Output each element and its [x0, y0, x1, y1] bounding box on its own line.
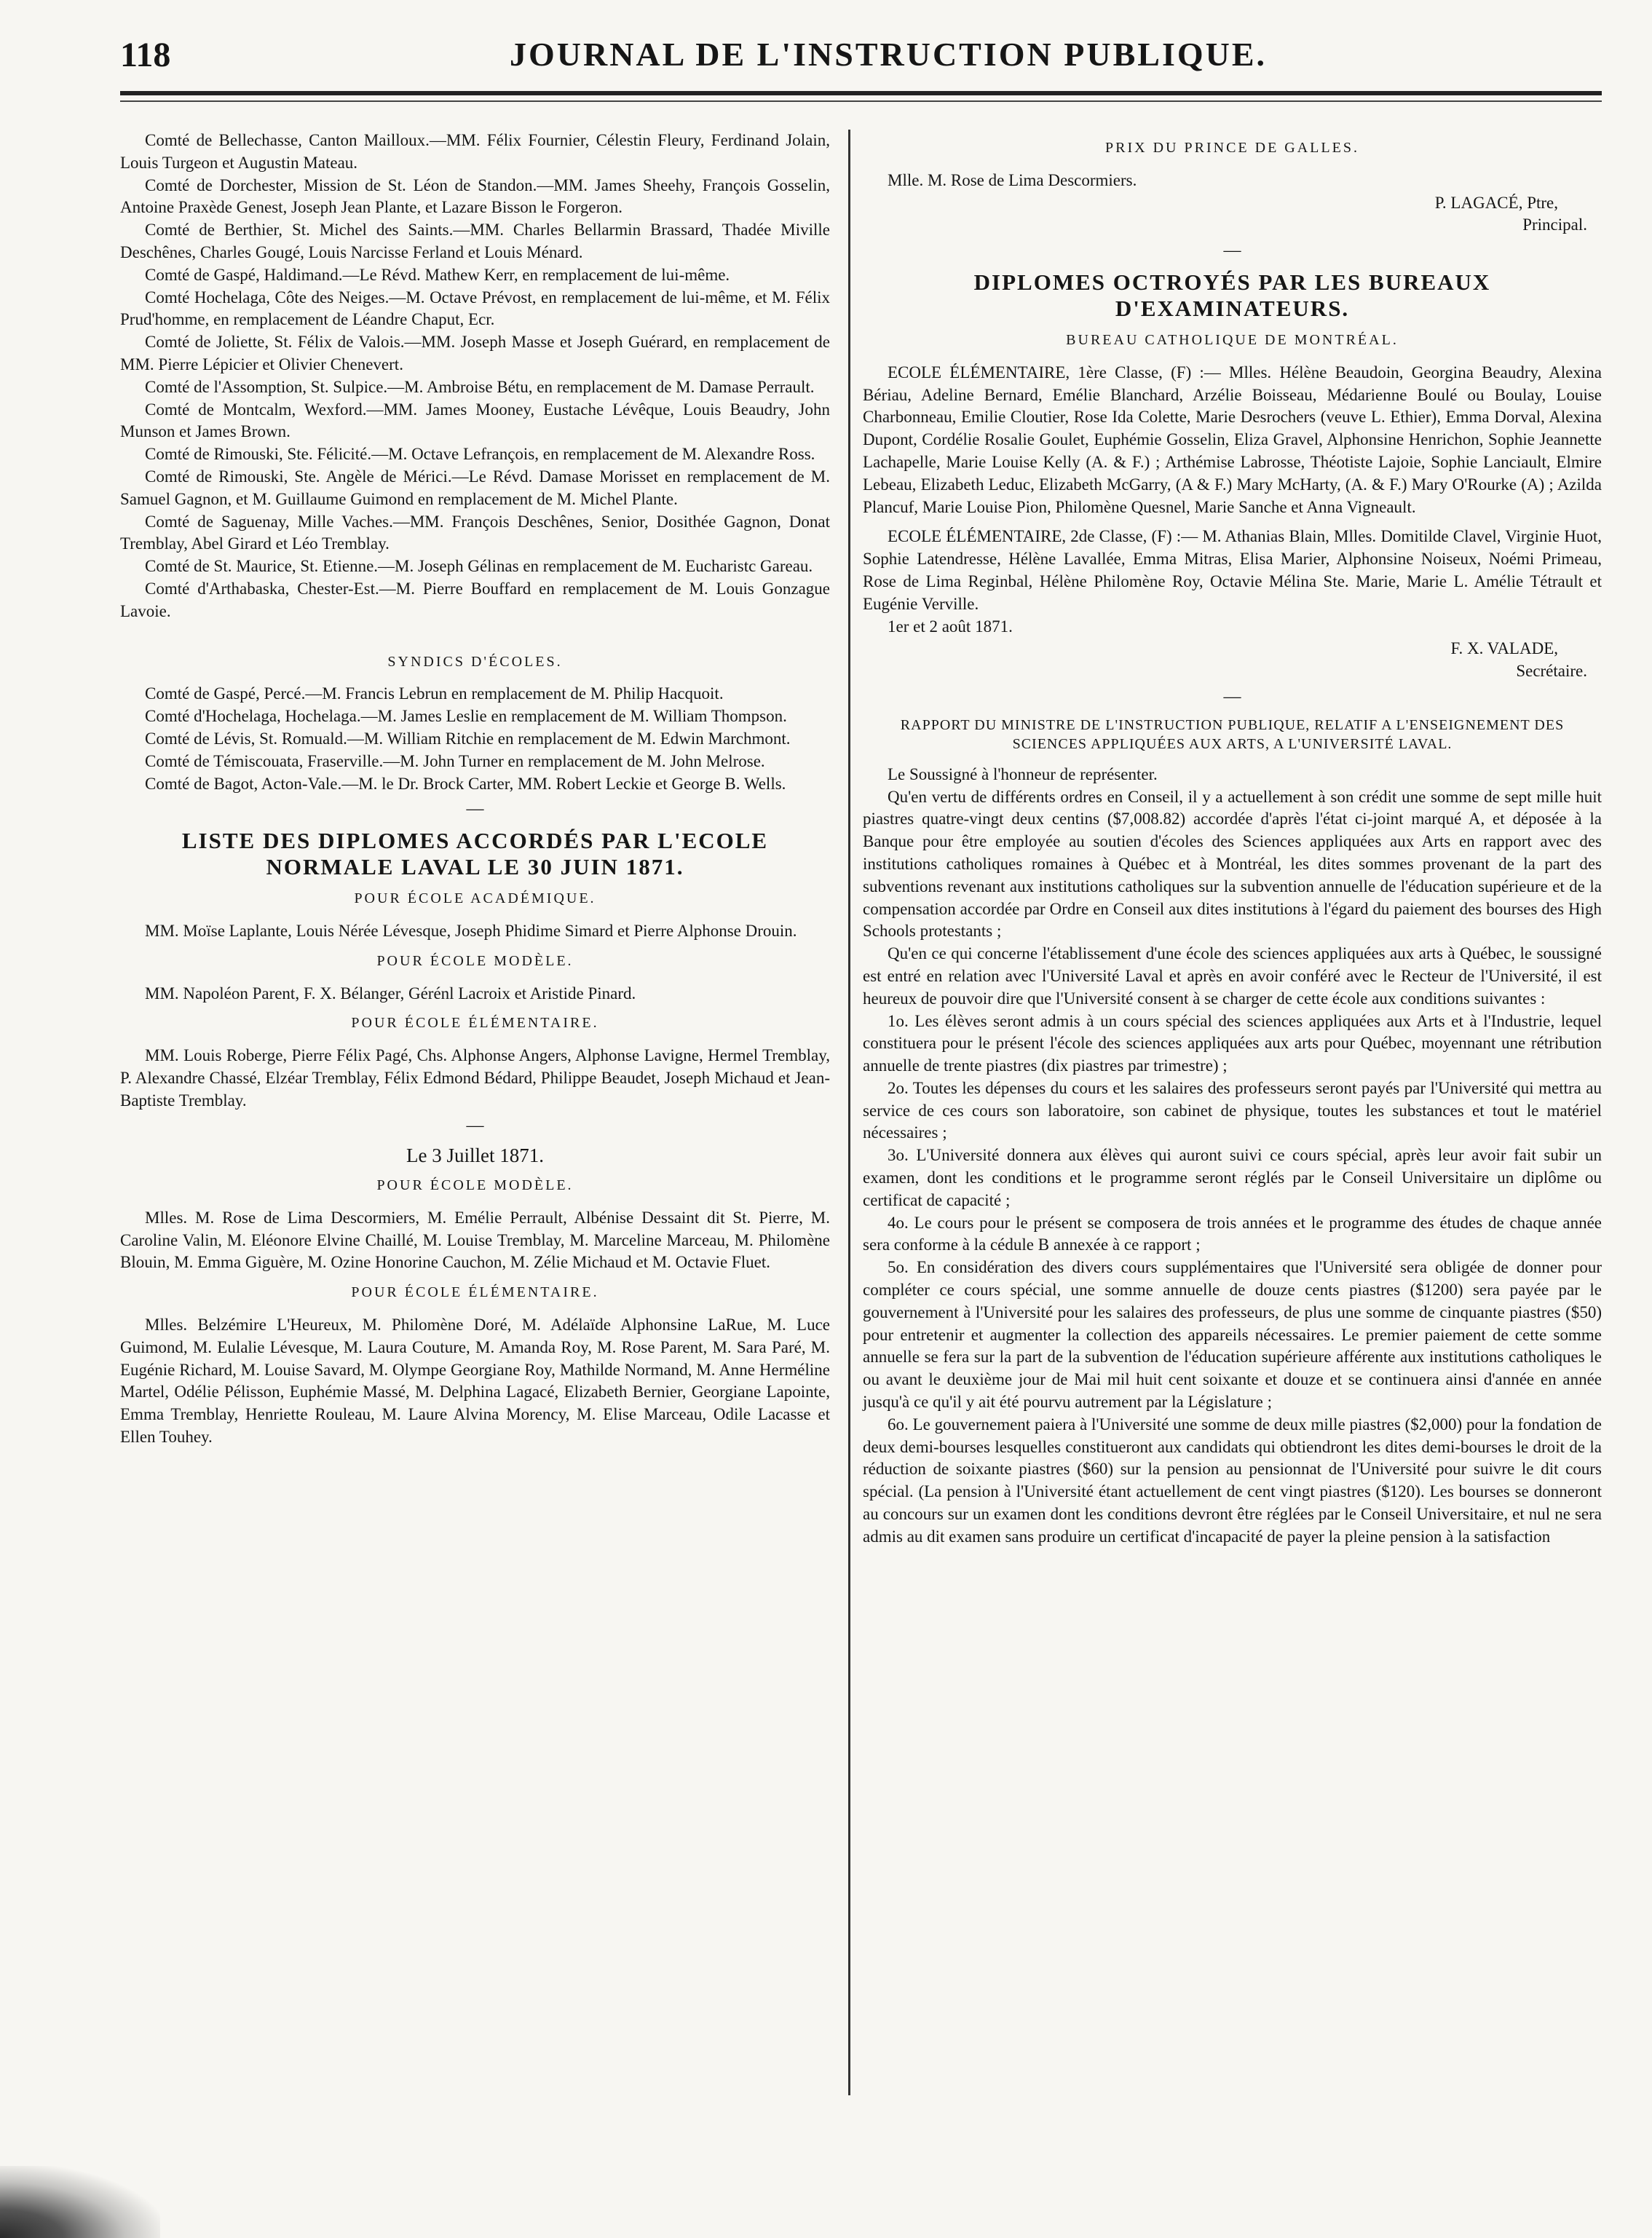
- modele-heading: POUR ÉCOLE MODÈLE.: [376, 952, 574, 969]
- commissaire-entry: Comté de Berthier, St. Michel des Saints.—MM. Charles Bellarmin Brassard, Thadée Miville Deschênes, Charles Gougé, Louis Narcisse Ferland et Louis Ménard.: [120, 221, 830, 261]
- right-column: [863, 130, 1602, 1549]
- syndic-entry: Comté d'Hochelaga, Hochelaga.—M. James Leslie en remplacement de M. William Thompson.: [145, 707, 787, 726]
- academique-heading: POUR ÉCOLE ACADÉMIQUE.: [354, 890, 596, 907]
- elementaire-list: MM. Louis Roberge, Pierre Félix Pagé, Chs. Alphonse Angers, Alphonse Lavigne, Hermel Tremblay, P. Alexandre Chassé, Elzéar Tremblay, Félix Edmond Bédard, Philippe Beaudet, Joseph Michaud et Jean-Baptiste Tremblay.: [120, 1046, 830, 1110]
- commissaire-entry: Comté de Rimouski, Ste. Félicité.—M. Octave Lefrançois, en remplacement de M. Alexandre Ross.: [145, 445, 815, 464]
- commissaire-entry: Comté de Montcalm, Wexford.—MM. James Mooney, Eustache Lévêque, Louis Beaudry, John Munson et James Brown.: [120, 400, 830, 441]
- diplomes-title: DIPLOMES OCTROYÉS PAR LES BUREAUX D'EXAMINATEURS.: [973, 269, 1491, 321]
- header-rule-thick: [120, 91, 1602, 95]
- commissaire-entry: Comté de Rimouski, Ste. Angèle de Mérici.—Le Révd. Damase Morisset en remplacement de M. Samuel Gagnon, et M. Guillaume Guimond en remplacement de M. Michel Plante.: [120, 467, 830, 508]
- ecole-premiere-classe: ECOLE ÉLÉMENTAIRE, 1ère Classe, (F) :— Mlles. Hélène Beaudoin, Georgina Beaudry, Alexina Bériau, Adeline Bernard, Emélie Blanchard, Arzélie Boisseau, Médarienne Boulé ou Boulay, Louise Charbonneau, Emilie Cloutier, Rose Ida Colette, Marie Desrochers (veuve L. Ethier), Emma Dorval, Alexina Dupont, Cordélie Rosalie Goulet, Euphémie Gosselin, Eliza Gravel, Alphonsine Henrichon, Sophie Jeannette Lachapelle, Marie Louise Kelly (A. & F.) ; Arthémise Labrosse, Théotiste Lajoie, Sophie Lanciault, Elmire Lebeau, Elizabeth Leduc, Elizabeth McGarry, (A & F.) Mary McHarty, (A. & F.) Mary O'Rourke (A) ; Azilda Plancuf, Marie Louise Pion, Philomène Quesnel, Marie Sanche et Anna Vigneault.: [863, 363, 1602, 516]
- commissaire-entry: Comté de Bellechasse, Canton Mailloux.—MM. Félix Fournier, Célestin Fleury, Ferdinand Jolain, Louis Turgeon et Augustin Mateau.: [120, 131, 830, 172]
- rapport-paragraph: 2o. Toutes les dépenses du cours et les salaires des professeurs seront payés par l'Université qui mettra au service de ces cours son laboratoire, son cabinet de physique, toutes les substances et tout le matériel nécessaires ;: [863, 1078, 1602, 1142]
- ecole-deuxieme-classe: ECOLE ÉLÉMENTAIRE, 2de Classe, (F) :— M. Athanias Blain, Mlles. Domitilde Clavel, Virginie Huot, Sophie Latendresse, Hélène Lavallée, Emma Mitras, Elisa Marier, Alphonsine Noiseux, Noémi Primeau, Rose de Lima Reginbal, Hélène Philomène Roy, Octavie Mélina Ste. Marie, Marie L. Amélie Tétrault et Eugénie Verville.: [863, 527, 1602, 613]
- commissaire-entry: Comté de Joliette, St. Félix de Valois.—MM. Joseph Masse et Joseph Guérard, en remplacement de MM. Pierre Lépicier et Olivier Chenevert.: [120, 333, 830, 373]
- rapport-paragraph: 6o. Le gouvernement paiera à l'Université une somme de deux mille piastres ($2,000) pour la fondation de deux demi-bourses lesquelles constitueront aux candidats qui obtiendront les dites demi-bourses le droit de la réduction de soixante piastres ($60) sur la pension au pensionnat de l'Université pour suivre le dit cours spécial. (La pension à l'Université étant actuellement de cent vingt piastres ($120). Les bourses se donneront au concours sur un examen dont les conditions devront être réglées par le Conseil Universitaire, et nul ne sera admis au dit examen sans produire un certificat d'incapacité de payer la pleine pension à la satisfaction: [863, 1415, 1602, 1546]
- syndic-entry: Comté de Témiscouata, Fraserville.—M. John Turner en remplacement de M. John Melrose.: [145, 751, 765, 770]
- journal-title: JOURNAL DE L'INSTRUCTION PUBLIQUE.: [509, 36, 1268, 73]
- prix-heading: PRIX DU PRINCE DE GALLES.: [1105, 140, 1359, 156]
- column-divider: [848, 130, 850, 2095]
- liste-title: LISTE DES DIPLOMES ACCORDÉS PAR L'ECOLE NORMALE LAVAL LE 30 JUIN 1871.: [181, 828, 769, 880]
- rapport-paragraph: 5o. En considération des divers cours supplémentaires que l'Université sera obligée de donner pour compléter ce cours spécial, une somme annuelle de douze cents piastres ($1200) sera payée par le gouvernement à l'Université pour les salaires des professeurs, de plus une somme de cinquante piastres ($50) pour entretenir et augmenter la collection des appareils nécessaires. Le premier paiement de cette somme annuelle se fera sur la part de la subvention de l'éducation supérieure afférente aux institutions catholiques le ou avant le deuxième jour de Mai mil huit cent soixante et douze et se continuera ainsi d'année en année jusqu'à ce qu'il y ait été pourvu autrement par la Législature ;: [863, 1258, 1602, 1412]
- secretary-name: F. X. VALADE,: [1450, 639, 1558, 658]
- header-rule-thin: [120, 100, 1602, 102]
- commissaire-entry: Comté de l'Assomption, St. Sulpice.—M. Ambroise Bétu, en remplacement de M. Damase Perrault.: [145, 377, 815, 396]
- commissaire-entry: Comté de St. Maurice, St. Etienne.—M. Joseph Gélinas en remplacement de M. Eucharistc Gareau.: [145, 557, 813, 576]
- commissaire-entry: Comté Hochelaga, Côte des Neiges.—M. Octave Prévost, en remplacement de lui-même, et M. Félix Prud'homme, en remplacement de Léandre Chaput, Ecr.: [120, 288, 830, 329]
- scan-blot: [0, 2166, 160, 2238]
- prix-signature-name: P. LAGACÉ, Ptre,: [1434, 193, 1558, 212]
- page-number: 118: [120, 36, 171, 74]
- commissaire-entry: Comté de Dorchester, Mission de St. Léon de Standon.—MM. James Sheehy, François Gosselin, Antoine Praxède Genest, Joseph Jean Plante, et Lazare Bisson le Forgeron.: [120, 175, 830, 217]
- secretary-title: Secrétaire.: [1516, 662, 1587, 681]
- section-separator: —: [1223, 241, 1241, 261]
- syndic-entry: Comté de Gaspé, Percé.—M. Francis Lebrun en remplacement de M. Philip Hacquoit.: [145, 684, 724, 703]
- exam-dates: 1er et 2 août 1871.: [888, 617, 1013, 636]
- rapport-title: RAPPORT DU MINISTRE DE L'INSTRUCTION PUBLIQUE, RELATIF A L'ENSEIGNEMENT DES SCIENCES APPLIQUÉES AUX ARTS, A L'UNIVERSITÉ LAVAL.: [900, 716, 1565, 752]
- commissaire-entry: Comté d'Arthabaska, Chester-Est.—M. Pierre Bouffard en remplacement de M. Louis Gonzague Lavoie.: [120, 579, 830, 620]
- rapport-paragraph: 4o. Le cours pour le présent se composera de trois années et le programme des études de chaque année sera conforme à la cédule B annexée à ce rapport ;: [863, 1213, 1602, 1254]
- syndics-heading: SYNDICS D'ÉCOLES.: [387, 653, 563, 670]
- rapport-paragraph: Qu'en ce qui concerne l'établissement d'une école des sciences appliquées aux arts à Québec, le soussigné est entré en relation avec l'Université Laval et après en avoir conféré avec le Recteur de l'Université, il est heureux de pouvoir dire que l'Université consent à se charger de cette école aux conditions suivantes :: [863, 944, 1602, 1008]
- elementaire-heading: POUR ÉCOLE ÉLÉMENTAIRE.: [351, 1015, 599, 1032]
- modele2-heading: POUR ÉCOLE MODÈLE.: [376, 1177, 574, 1194]
- modele2-list: Mlles. M. Rose de Lima Descormiers, M. Emélie Perrault, Albénise Dessaint dit St. Pierre, M. Caroline Valin, M. Eléonore Elvine Chaillé, M. Louise Tremblay, M. Marceline Marceau, M. Philomène Blouin, M. Emma Giguère, M. Ozine Honorine Cauchon, M. Zélie Michaud et M. Octavie Fluet.: [120, 1208, 830, 1272]
- date-heading: Le 3 Juillet 1871.: [406, 1144, 544, 1167]
- rapport-paragraph: Qu'en vertu de différents ordres en Conseil, il y a actuellement à son crédit une somme de sept mille huit piastres quatre-vingt deux centins ($7,008.82) accordée d'après l'état ci-joint marqué A, et déposée à la Banque pour être employée au soutien d'écoles des Sciences appliquées aux Arts en rapport avec des institutions catholiques romaines à Québec et à Montréal, les dites sommes provenant de la part des subventions revenant aux institutions catholiques sur la subvention annuelle de l'éducation supérieure et de la compensation accordée par Ordre en Conseil aux dites institutions à l'égard du paiement des bourses des High Schools protestants ;: [863, 787, 1602, 941]
- elementaire2-heading: POUR ÉCOLE ÉLÉMENTAIRE.: [351, 1284, 599, 1301]
- section-separator: —: [466, 1116, 484, 1136]
- prix-signature-title: Principal.: [1522, 216, 1587, 234]
- syndic-entry: Comté de Bagot, Acton-Vale.—M. le Dr. Brock Carter, MM. Robert Leckie et George B. Wells.: [145, 774, 786, 793]
- commissaire-entry: Comté de Saguenay, Mille Vaches.—MM. François Deschênes, Senior, Dosithée Gagnon, Donat Tremblay, Abel Girard et Léo Tremblay.: [120, 512, 830, 553]
- section-separator: —: [1223, 687, 1241, 706]
- left-column: [120, 130, 830, 1449]
- rapport-paragraph: 1o. Les élèves seront admis à un cours spécial des sciences appliquées aux Arts et à l'Industrie, lequel constituera pour le présent l'école des sciences appliquées aux arts pour Québec, moyennant une rétribution annuelle de trente piastres (dix piastres par trimestre) ;: [863, 1011, 1602, 1075]
- section-separator: —: [466, 799, 484, 819]
- rapport-paragraph: 3o. L'Université donnera aux élèves qui auront suivi ce cours spécial, après leur avoir fait subir un examen, dont les conditions et le programme seront réglés par le Conseil Universitaire un diplôme ou certificat de capacité ;: [863, 1146, 1602, 1209]
- syndic-entry: Comté de Lévis, St. Romuald.—M. William Ritchie en remplacement de M. Edwin Marchmont.: [145, 729, 791, 748]
- elementaire2-list: Mlles. Belzémire L'Heureux, M. Philomène Doré, M. Adélaïde Alphonsine LaRue, M. Luce Guimond, M. Eulalie Lévesque, M. Laura Couture, M. Amanda Roy, M. Rose Parent, M. Sara Paré, M. Eugénie Richard, M. Louise Savard, M. Olympe Georgiane Roy, Mathilde Normand, M. Anne Herméline Martel, Odélie Pélisson, Euphémie Massé, M. Delphina Lagacé, Elizabeth Bernier, Georgiane Lapointe, Emma Tremblay, Henriette Rouleau, M. Laure Alvina Morency, M. Elise Marceau, Odile Lacasse et Ellen Touhey.: [120, 1316, 830, 1447]
- bureau-heading: BUREAU CATHOLIQUE DE MONTRÉAL.: [1066, 331, 1399, 348]
- modele-list: MM. Napoléon Parent, F. X. Bélanger, Gérénl Lacroix et Aristide Pinard.: [145, 984, 636, 1003]
- commissaire-entry: Comté de Gaspé, Haldimand.—Le Révd. Mathew Kerr, en remplacement de lui-même.: [145, 265, 730, 284]
- prix-laureate: Mlle. M. Rose de Lima Descormiers.: [888, 170, 1137, 189]
- academique-list: MM. Moïse Laplante, Louis Nérée Lévesque, Joseph Phidime Simard et Pierre Alphonse Drouin.: [145, 921, 797, 940]
- rapport-paragraph: Le Soussigné à l'honneur de représenter.: [888, 764, 1158, 783]
